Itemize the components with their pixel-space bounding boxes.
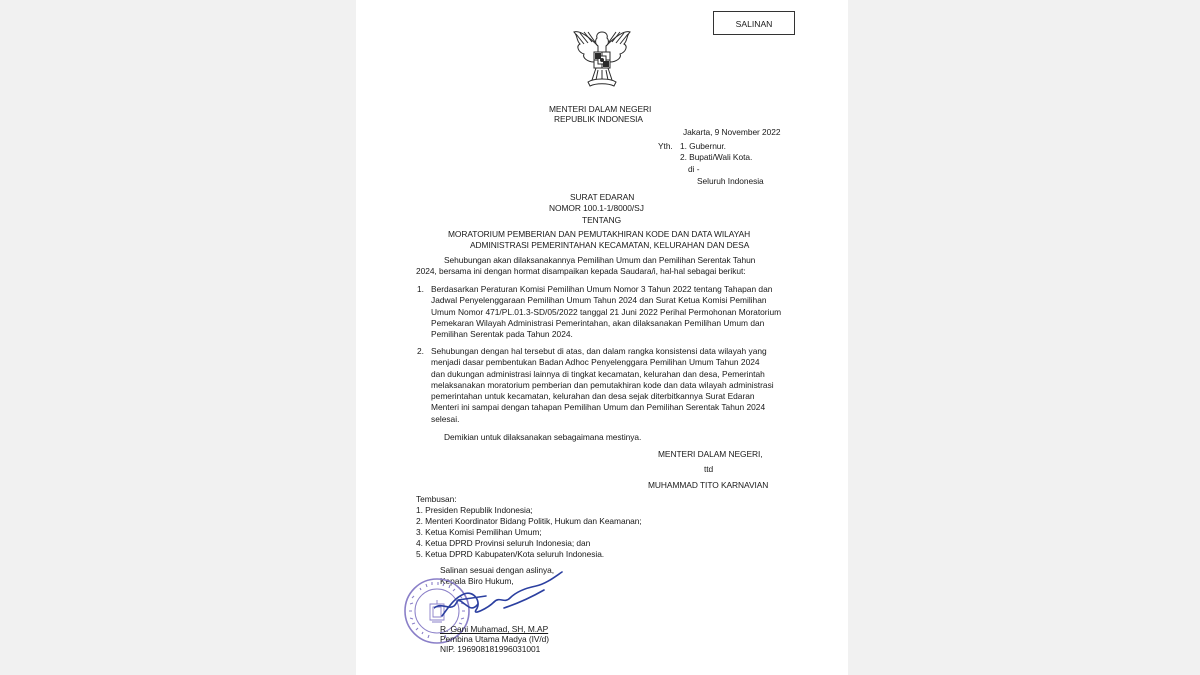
doc-number: NOMOR 100.1-1/8000/SJ (549, 203, 644, 213)
point-1-text: Berdasarkan Peraturan Komisi Pemilihan Umum Nomor 3 Tahun 2022 tentang Tahapan dan Jadwal Penyelenggaraan Pemilihan Umum Tahun 2024 dan Surat Ketua Komisi Pemilihan Umum Nomor 471/PL.01.3-SD/05/2022 tanggal 21 Juni 2022 Perihal Permohonan Moratorium Pemekaran Wilayah Administrasi Pemerintahan, akan dilaksanakan Pemilihan Umum dan Pemilihan Serentak pada Tahun 2024. (431, 284, 782, 340)
addressee-location: Seluruh Indonesia (697, 176, 764, 186)
point-2-number: 2. (417, 346, 424, 356)
intro-line-2: 2024, bersama ini dengan hormat disampaikan kepada Saudara/i, hal-hal sebagai berikut: (416, 266, 746, 276)
doc-title: SURAT EDARAN (570, 192, 635, 202)
issuer-line-1: MENTERI DALAM NEGERI (549, 104, 652, 114)
salinan-box: SALINAN (713, 11, 795, 35)
addressee-item-1: 1. Gubernur. (680, 141, 726, 151)
tembusan-item-4: 4. Ketua DPRD Provinsi seluruh Indonesia; dan (416, 538, 591, 548)
certification-line-1: Salinan sesuai dengan aslinya, (440, 565, 554, 575)
subject-line-2: ADMINISTRASI PEMERINTAHAN KECAMATAN, KELURAHAN DAN DESA (470, 240, 750, 250)
point-2-text: Sehubungan dengan hal tersebut di atas, dan dalam rangka konsistensi data wilayah yang menjadi dasar pembentukan Badan Adhoc Penyelenggara Pemilihan Umum Tahun 2024 dan dukungan administrasi lainnya di tingkat kecamatan, kelurahan dan desa, Pemerintah melaksanakan moratorium pemberian dan pemutakhiran kode dan data wilayah administrasi pemerintahan untuk kecamatan, kelurahan dan desa sejak diterbitkannya Surat Edaran Menteri ini sampai dengan tahapan Pemilihan Umum dan Pemilihan Serentak Tahun 2024 selesai. (431, 346, 774, 424)
signatory-name: MUHAMMAD TITO KARNAVIAN (648, 480, 769, 490)
doc-about: TENTANG (582, 215, 622, 225)
point-1-number: 1. (417, 284, 424, 294)
intro-line-1: Sehubungan akan dilaksanakannya Pemilihan Umum dan Pemilihan Serentak Tahun (444, 255, 756, 265)
issuer-line-2: REPUBLIK INDONESIA (554, 114, 643, 124)
closing-line: Demikian untuk dilaksanakan sebagaimana mestinya. (444, 432, 642, 442)
tembusan-item-5: 5. Ketua DPRD Kabupaten/Kota seluruh Indonesia. (416, 549, 605, 559)
tembusan-item-3: 3. Ketua Komisi Pemilihan Umum; (416, 527, 542, 537)
certifier-rank: Pembina Utama Madya (IV/d) (440, 634, 550, 644)
garuda-emblem-icon (562, 24, 642, 94)
tembusan-item-1: 1. Presiden Republik Indonesia; (416, 505, 533, 515)
addressee-yth: Yth. (658, 141, 673, 151)
signatory-ttd: ttd (704, 464, 714, 474)
certifier-nip: NIP. 196908181996031001 (440, 644, 541, 654)
certification-line-2: Kepala Biro Hukum, (440, 576, 514, 586)
addressee-di: di - (688, 164, 700, 174)
certifier-name: R. Gani Muhamad, SH, M.AP (440, 624, 549, 634)
addressee-item-2: 2. Bupati/Wali Kota. (680, 152, 753, 162)
subject-line-1: MORATORIUM PEMBERIAN DAN PEMUTAKHIRAN KODE DAN DATA WILAYAH (448, 229, 751, 239)
signatory-title: MENTERI DALAM NEGERI, (658, 449, 763, 459)
tembusan-item-2: 2. Menteri Koordinator Bidang Politik, Hukum dan Keamanan; (416, 516, 642, 526)
tembusan-label: Tembusan: (416, 494, 457, 504)
document-page (356, 0, 848, 675)
place-date: Jakarta, 9 November 2022 (683, 127, 781, 137)
handwritten-signature-icon (434, 568, 564, 624)
